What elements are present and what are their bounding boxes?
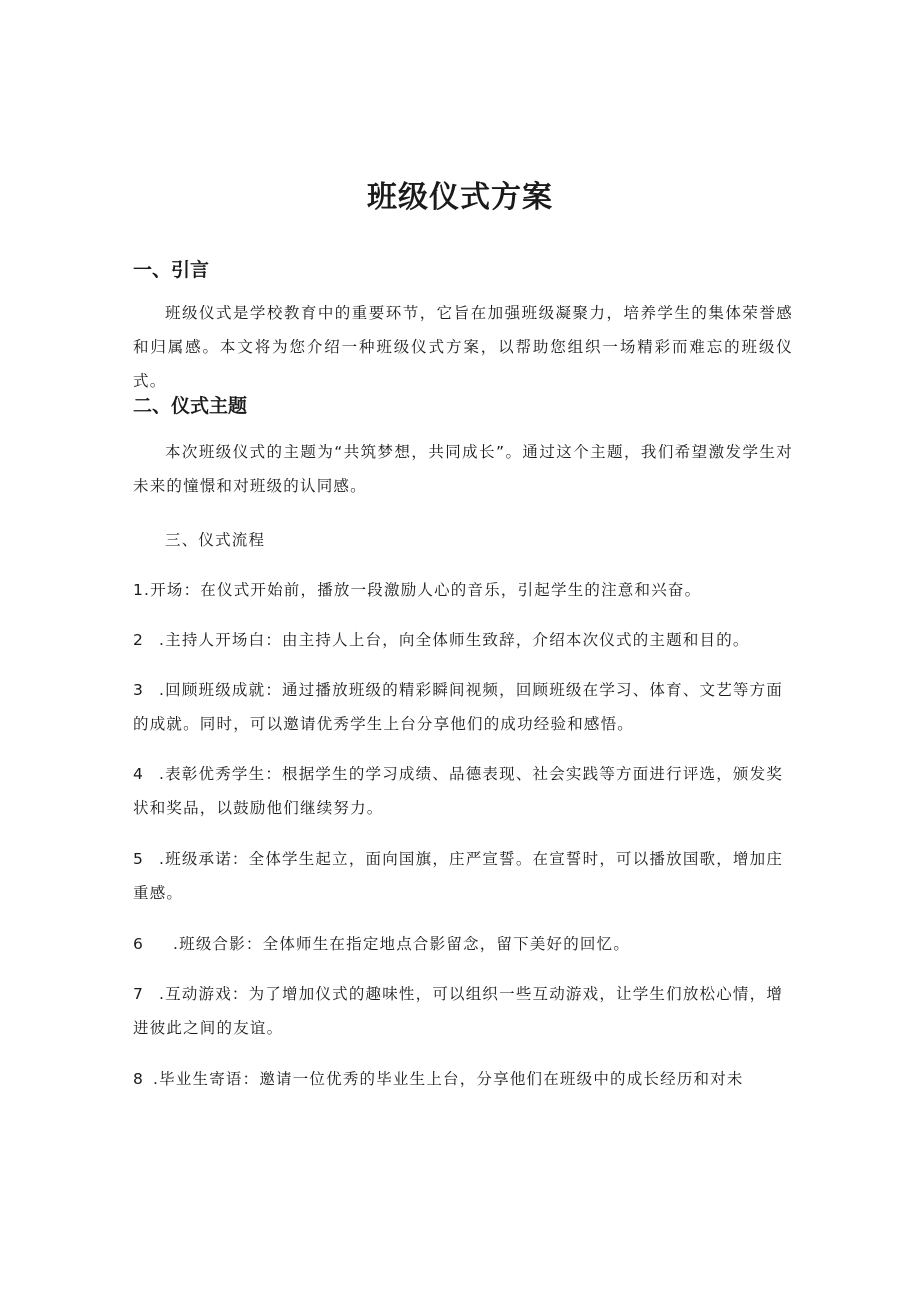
step-text: .毕业生寄语：邀请一位优秀的毕业生上台，分享他们在班级中的成长经历和对未 [153, 1070, 744, 1088]
step-text: .班级承诺：全体学生起立，面向国旗，庄严宣誓。在宣誓时，可以播放国歌，增加庄重感。 [133, 850, 784, 902]
step-item-8 [133, 1062, 793, 1096]
step-text: .回顾班级成就：通过播放班级的精彩瞬间视频，回顾班级在学习、体育、文艺等方面的成就。同时，可以邀请优秀学生上台分享他们的成功经验和感悟。 [133, 681, 784, 733]
step-number: 6 [133, 935, 145, 953]
step-text: .班级合影：全体师生在指定地点合影留念，留下美好的回忆。 [173, 935, 631, 953]
section-heading-theme: 二、仪式主题 [133, 395, 248, 417]
step-number: 5 [133, 850, 145, 868]
document-title: 班级仪式方案 [367, 180, 553, 215]
step-number: 4 [133, 765, 145, 783]
section-heading-process: 三、仪式流程 [165, 531, 266, 549]
step-item-6 [133, 927, 793, 961]
step-item-4 [133, 757, 793, 825]
step-item-7 [133, 977, 793, 1045]
intro-paragraph: 班级仪式是学校教育中的重要环节，它旨在加强班级凝聚力，培养学生的集体荣誉感和归属感。本文将为您介绍一种班级仪式方案，以帮助您组织一场精彩而难忘的班级仪式。 [133, 304, 793, 390]
step-item-1 [133, 573, 793, 607]
step-item-5 [133, 842, 793, 910]
step-number: 1. [133, 581, 151, 599]
step-text: .主持人开场白：由主持人上台，向全体师生致辞，介绍本次仪式的主题和目的。 [159, 631, 750, 649]
step-number: 8 [133, 1070, 145, 1088]
step-text: .互动游戏：为了增加仪式的趣味性，可以组织一些互动游戏，让学生们放松心情，增进彼此之间的友谊。 [133, 985, 784, 1037]
step-number: 2 [133, 631, 145, 649]
step-number: 3 [133, 681, 145, 699]
step-item-3 [133, 673, 793, 741]
section-heading-intro: 一、引言 [133, 259, 210, 281]
theme-paragraph: 本次班级仪式的主题为“共筑梦想，共同成长”。通过这个主题，我们希望激发学生对未来的憧憬和对班级的认同感。 [133, 443, 793, 495]
step-item-2 [133, 623, 793, 657]
step-number: 7 [133, 985, 145, 1003]
step-text: .表彰优秀学生：根据学生的学习成绩、品德表现、社会实践等方面进行评选，颁发奖状和奖品，以鼓励他们继续努力。 [133, 765, 784, 817]
step-text: 开场：在仪式开始前，播放一段激励人心的音乐，引起学生的注意和兴奋。 [150, 581, 702, 599]
